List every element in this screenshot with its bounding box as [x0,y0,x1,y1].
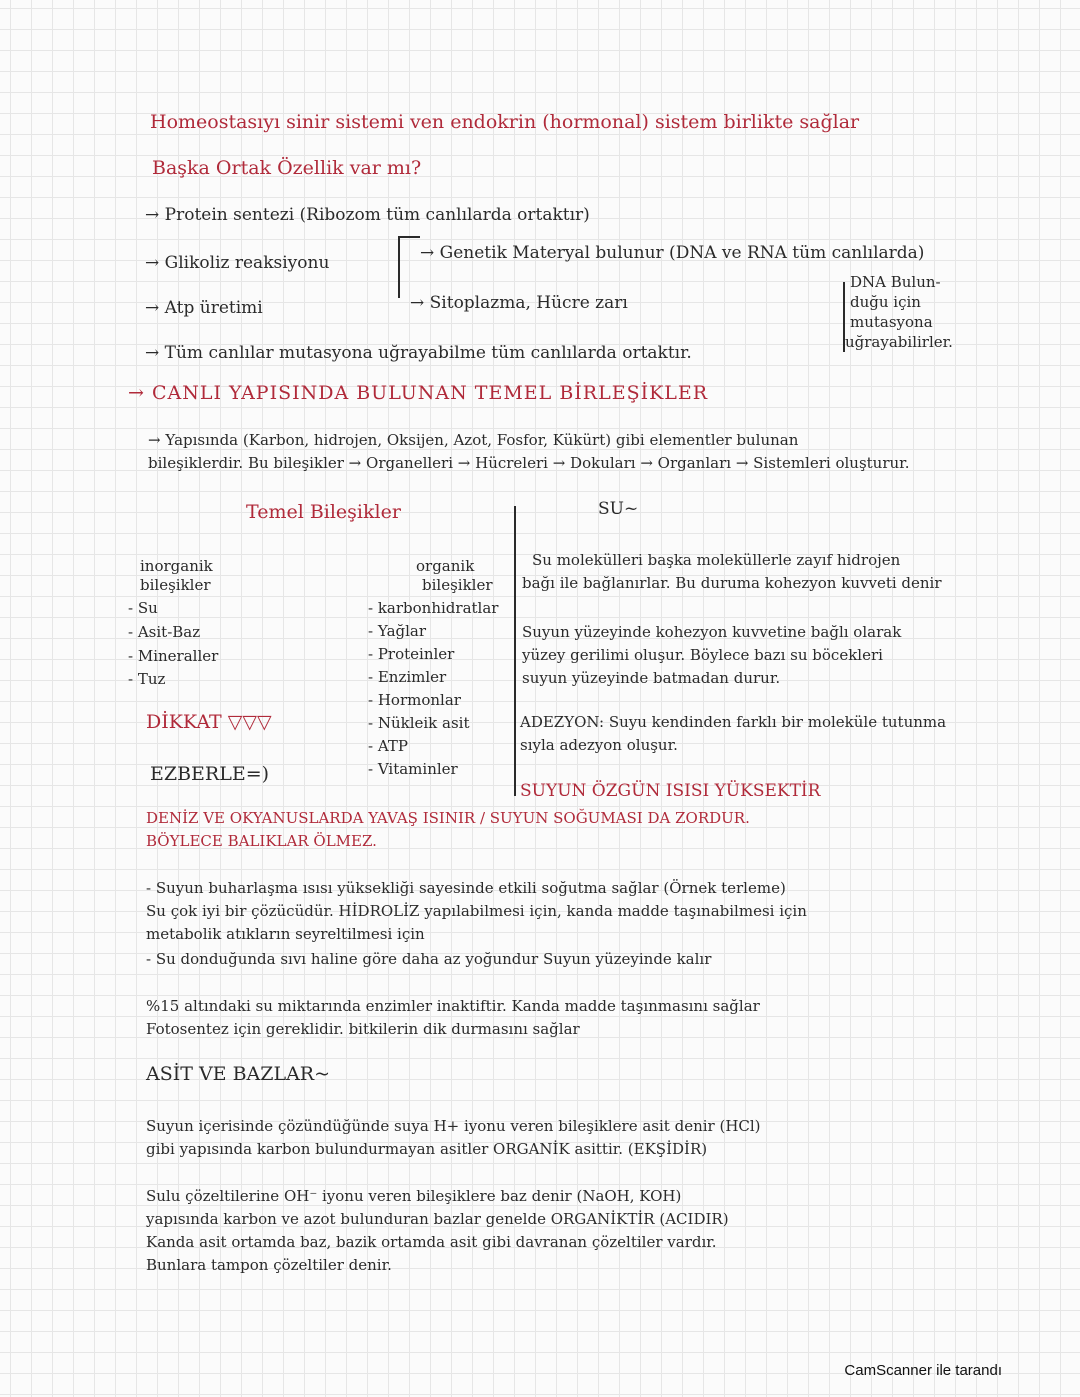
water-text: Su molekülleri başka moleküllerle zayıf hidrojen [532,551,901,569]
adhesion-text: sıyla adezyon oluşur. [520,736,678,754]
section-text: bileşiklerdir. Bu bileşikler → Organelleri → Hücreleri → Dokuları → Organları → Sistemleri oluşturur. [148,454,910,472]
ocean-text: DENİZ VE OKYANUSLARDA YAVAŞ ISINIR / SUYUN SOĞUMASI DA ZORDUR. [146,809,750,827]
inorganic-title: bileşikler [140,576,211,594]
organic-item: - Vitaminler [368,760,458,778]
homeostasis-line: Homeostasıyı sinir sistemi ven endokrin (hormonal) sistem birlikte sağlar [150,111,860,133]
specific-heat-text: SUYUN ÖZGÜN ISISI YÜKSEKTİR [520,781,821,801]
list-item: → Glikoliz reaksiyonu [145,253,330,273]
water-property: Fotosentez için gereklidir. bitkilerin dik durmasını sağlar [146,1020,580,1038]
bases-text: yapısında karbon ve azot bulunduran bazlar genelde ORGANİKTİR (ACIDIR) [146,1210,729,1228]
section-text: → Yapısında (Karbon, hidrojen, Oksijen, Azot, Fosfor, Kükürt) gibi elementler bulunan [148,431,799,449]
inorganic-title: inorganik [140,557,213,575]
inorganic-item: - Su [128,599,158,617]
water-text: Suyun yüzeyinde kohezyon kuvvetine bağlı olarak [522,623,902,641]
organic-title: bileşikler [422,576,493,594]
organic-item: - Hormonlar [368,691,461,709]
list-item: → Atp üretimi [145,298,263,318]
bases-text: Bunlara tampon çözeltiler denir. [146,1256,392,1274]
dikkat-label: DİKKAT ▽▽▽ [146,711,272,733]
water-property: Su çok iyi bir çözücüdür. HİDROLİZ yapılabilmesi için, kanda madde taşınabilmesi için [146,902,807,920]
water-title: SU~ [598,499,639,519]
section-title: → CANLI YAPISINDA BULUNAN TEMEL BİRLEŞİKLER [128,382,709,404]
scanner-footer: CamScanner ile tarandı [844,1362,1002,1379]
bracket-line [398,236,420,238]
bases-text: Kanda asit ortamda baz, bazik ortamda asit gibi davranan çözeltiler vardır. [146,1233,717,1251]
inorganic-item: - Tuz [128,670,166,688]
ezberle-label: EZBERLE=) [150,763,270,785]
genetic-material-note: → Genetik Materyal bulunur (DNA ve RNA tüm canlılarda) [420,243,925,263]
acids-title: ASİT VE BAZLAR~ [146,1063,331,1085]
cytoplasm-note: → Sitoplazma, Hücre zarı [410,293,628,313]
inorganic-item: - Mineraller [128,647,219,665]
ocean-text: BÖYLECE BALIKLAR ÖLMEZ. [146,832,377,850]
water-property: - Suyun buharlaşma ısısı yüksekliği sayesinde etkili soğutma sağlar (Örnek terleme) [146,879,786,897]
dna-note-line: uğrayabilirler. [845,333,953,351]
dna-note-line: duğu için [850,293,921,311]
water-text: bağı ile bağlanırlar. Bu duruma kohezyon kuvveti denir [522,574,942,592]
common-features-heading: Başka Ortak Özellik var mı? [152,157,422,179]
acids-text: Suyun içerisinde çözündüğünde suya H+ iyonu veren bileşiklere asit denir (HCl) [146,1117,761,1135]
organic-title: organik [416,557,475,575]
water-property: - Su donduğunda sıvı haline göre daha az yoğundur Suyun yüzeyinde kalır [146,950,712,968]
organic-item: - Nükleik asit [368,714,470,732]
list-item: → Protein sentezi (Ribozom tüm canlılarda ortaktır) [145,205,590,225]
list-item: → Tüm canlılar mutasyona uğrayabilme tüm canlılarda ortaktır. [145,343,692,363]
water-text: suyun yüzeyinde batmadan durur. [522,669,781,687]
bases-text: Sulu çözeltilerine OH⁻ iyonu veren bileşiklere baz denir (NaOH, KOH) [146,1187,682,1205]
organic-item: - Yağlar [368,622,427,640]
water-property: %15 altındaki su miktarında enzimler inaktiftir. Kanda madde taşınmasını sağlar [146,997,760,1015]
dna-note-line: DNA Bulun- [850,273,941,291]
organic-item: - karbonhidratlar [368,599,499,617]
divider-line [514,506,516,796]
inorganic-item: - Asit-Baz [128,623,201,641]
compounds-title: Temel Bileşikler [246,501,401,523]
organic-item: - ATP [368,737,408,755]
bracket-line [398,236,400,298]
adhesion-text: ADEZYON: Suyu kendinden farklı bir moleküle tutunma [520,713,947,731]
organic-item: - Enzimler [368,668,447,686]
acids-text: gibi yapısında karbon bulundurmayan asitler ORGANİK asittir. (EKŞİDİR) [146,1140,708,1158]
water-text: yüzey gerilimi oluşur. Böylece bazı su böcekleri [522,646,883,664]
dna-note-line: mutasyona [850,313,933,331]
organic-item: - Proteinler [368,645,455,663]
water-property: metabolik atıkların seyreltilmesi için [146,925,425,943]
